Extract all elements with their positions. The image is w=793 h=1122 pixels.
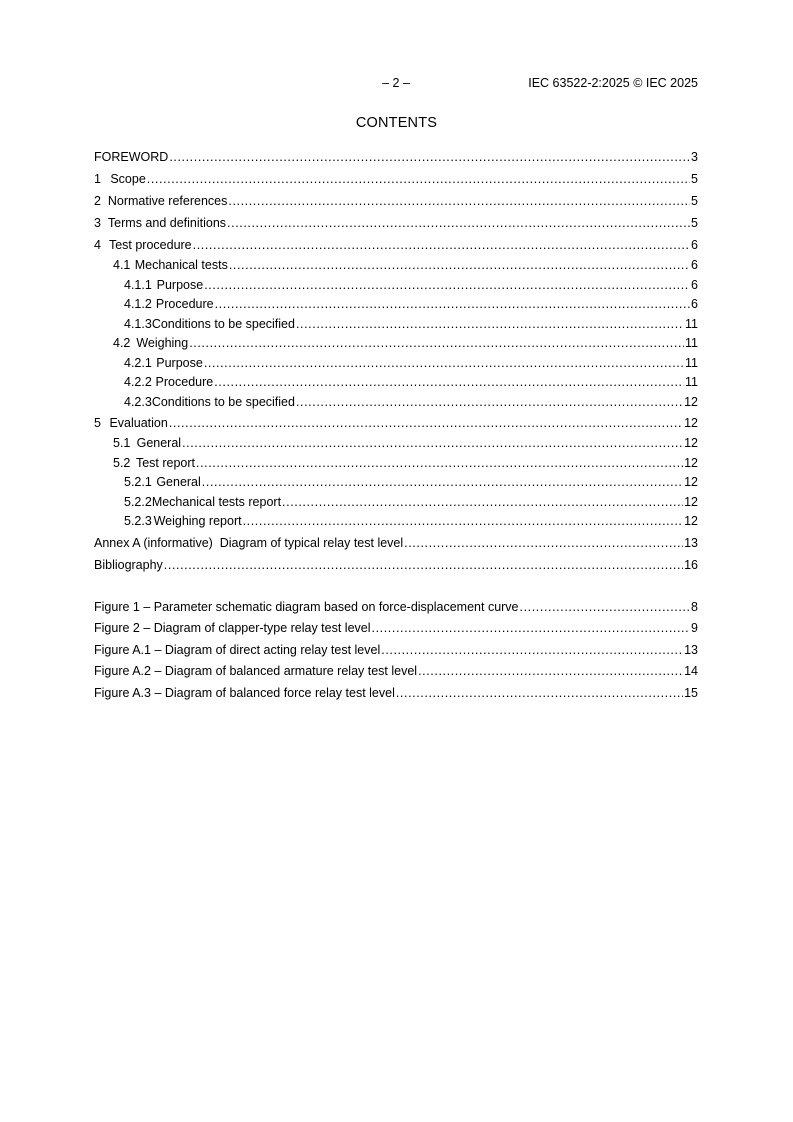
toc-entry-test-report[interactable] <box>94 454 698 474</box>
figure-entry[interactable] <box>94 661 698 683</box>
toc-entry-label: Weighing report <box>153 514 242 528</box>
toc-entry-number: 5.1 <box>113 436 131 450</box>
toc-entry-number: 4.2.2 <box>124 375 152 389</box>
toc-entry-foreword[interactable] <box>94 146 698 168</box>
toc-entry-label: Procedure <box>155 297 214 311</box>
toc-entry-page: 12 <box>684 514 698 528</box>
figure-entry-label: Figure A.3 – Diagram of balanced force relay test level <box>94 685 395 700</box>
toc-entry-label: General <box>136 436 182 450</box>
toc-entry-page: 13 <box>684 535 698 550</box>
toc-entry-test-procedure[interactable] <box>94 234 698 256</box>
toc-entry-normative-references[interactable] <box>94 190 698 212</box>
toc-entry-label: Annex A (informative) Diagram of typical relay test level <box>94 535 404 550</box>
toc-entry-number: 5 <box>94 416 101 430</box>
page-title: CONTENTS <box>355 115 438 131</box>
toc-entry-number: 1 <box>94 172 101 186</box>
toc-entry-number: 4.1.2 <box>124 297 152 311</box>
toc-entry-number: 5.2 <box>113 455 131 470</box>
figure-entry-page: 13 <box>684 642 698 657</box>
table-of-contents <box>94 146 698 704</box>
toc-entry-number: 4.2 <box>113 336 131 350</box>
toc-entry-page: 5 <box>691 172 698 186</box>
toc-entry-label: Purpose <box>156 277 204 292</box>
figure-entry[interactable] <box>94 618 698 640</box>
toc-entry-bibliography[interactable] <box>94 554 698 576</box>
toc-entry-page: 11 <box>685 316 698 331</box>
toc-entry-page: 12 <box>684 455 698 470</box>
toc-entry-number: 5.2.3 <box>124 514 152 528</box>
toc-entry-page: 5 <box>691 194 698 208</box>
toc-entry-page: 6 <box>691 258 698 272</box>
toc-entry-number: 5.2.1 <box>124 475 152 489</box>
figure-entry-label: Figure A.2 – Diagram of balanced armature relay test level <box>94 664 418 678</box>
figure-entry-page: 8 <box>691 599 698 614</box>
toc-entry-purpose[interactable] <box>94 276 698 296</box>
toc-entry-label: Evaluation <box>109 416 168 430</box>
toc-entry-label: Test procedure <box>108 238 192 252</box>
figure-entry-page: 14 <box>684 664 698 678</box>
toc-entry-weighing-report[interactable] <box>94 512 698 532</box>
toc-entry-evaluation[interactable] <box>94 412 698 434</box>
toc-entry-page: 5 <box>691 216 698 230</box>
toc-entry-conditions[interactable] <box>94 315 698 335</box>
toc-entry-page: 3 <box>691 150 698 164</box>
toc-entry-page: 12 <box>684 475 698 489</box>
page-number: – 2 – <box>382 76 410 90</box>
toc-entry-weighing[interactable] <box>94 334 698 354</box>
toc-entry-page: 12 <box>684 416 698 430</box>
toc-entry-conditions[interactable] <box>94 393 698 413</box>
toc-entry-page: 11 <box>685 336 698 350</box>
figure-entry-label: Figure A.1 – Diagram of direct acting relay test level <box>94 642 381 657</box>
page-header <box>94 76 698 92</box>
toc-entry-number: 4.2.1 <box>124 355 152 370</box>
figure-entry[interactable] <box>94 597 698 619</box>
toc-entry-number: 4.1.3 <box>124 316 152 331</box>
toc-entry-label: Normative references <box>107 194 228 208</box>
toc-entry-page: 6 <box>691 238 698 252</box>
toc-entry-number: 4.2.3 <box>124 394 152 409</box>
toc-entry-number: 3 <box>94 216 101 230</box>
figure-entry-label: Figure 1 – Parameter schematic diagram based on force-displacement curve <box>94 599 519 614</box>
list-of-figures <box>94 597 698 705</box>
toc-entry-mechanical-tests-report[interactable] <box>94 493 698 513</box>
toc-entry-label: General <box>156 475 201 489</box>
toc-entry-page: 12 <box>684 394 698 409</box>
toc-entry-label: Terms and definitions <box>107 216 227 230</box>
toc-entry-number: 5.2.2 <box>124 494 152 509</box>
toc-entry-label: Conditions to be specified <box>151 394 295 409</box>
toc-entry-page: 11 <box>685 355 698 370</box>
figure-entry[interactable] <box>94 640 698 662</box>
toc-entry-label: Mechanical tests <box>134 258 228 272</box>
toc-entry-label: Purpose <box>156 355 203 370</box>
toc-entry-number: 4.1.1 <box>124 277 152 292</box>
toc-entry-general[interactable] <box>94 473 698 493</box>
toc-entry-label: FOREWORD <box>94 150 169 164</box>
toc-entry-procedure[interactable] <box>94 295 698 315</box>
toc-entry-label: Weighing <box>136 336 189 350</box>
toc-entry-page: 6 <box>691 297 698 311</box>
toc-entry-purpose[interactable] <box>94 354 698 374</box>
toc-entry-number: 4 <box>94 238 101 252</box>
toc-entry-mechanical-tests[interactable] <box>94 256 698 276</box>
document-id: IEC 63522-2:2025 © IEC 2025 <box>528 76 698 90</box>
toc-entry-page: 11 <box>685 375 698 389</box>
toc-entry-page: 16 <box>684 557 698 572</box>
toc-entry-annex-a[interactable] <box>94 532 698 554</box>
figure-entry-page: 9 <box>691 621 698 635</box>
toc-entry-label: Mechanical tests report <box>151 494 282 509</box>
toc-entry-label: Bibliography <box>94 557 163 572</box>
figure-entry[interactable] <box>94 683 698 705</box>
toc-entry-number: 4.1 <box>113 258 131 272</box>
toc-entry-page: 12 <box>684 494 698 509</box>
toc-entry-page: 12 <box>684 436 698 450</box>
toc-entry-number: 2 <box>94 194 101 208</box>
toc-entry-label: Conditions to be specified <box>151 316 295 331</box>
toc-entry-label: Scope <box>110 172 146 186</box>
toc-entry-procedure[interactable] <box>94 373 698 393</box>
figure-entry-page: 15 <box>684 685 698 700</box>
toc-entry-terms[interactable] <box>94 212 698 234</box>
toc-entry-label: Test report <box>135 455 195 470</box>
toc-entry-label: Procedure <box>155 375 214 389</box>
toc-entry-general[interactable] <box>94 434 698 454</box>
figure-entry-label: Figure 2 – Diagram of clapper-type relay test level <box>94 621 371 635</box>
toc-entry-page: 6 <box>691 277 698 292</box>
toc-entry-scope[interactable] <box>94 168 698 190</box>
